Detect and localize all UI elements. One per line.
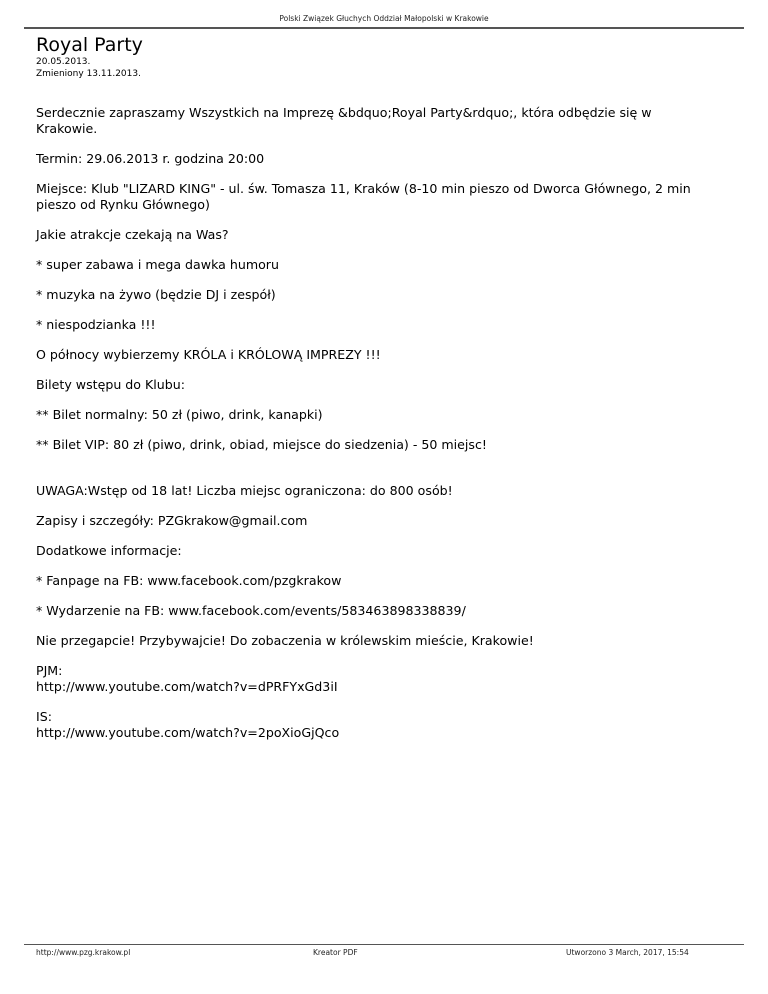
article-title: Royal Party [36, 34, 143, 56]
ticket-normal: ** Bilet normalny: 50 zł (piwo, drink, kanapki) [36, 407, 323, 422]
modified-date: Zmieniony 13.11.2013. [36, 69, 141, 79]
video-link-url: http://www.youtube.com/watch?v=dPRFYxGd3iI [36, 679, 338, 694]
header-divider [24, 27, 744, 29]
article [36, 34, 716, 755]
video-link-label: IS: [36, 709, 52, 724]
fanpage-link: * Fanpage na FB: www.facebook.com/pzgkrakow [36, 573, 342, 588]
paragraph-extra-info-heading: Dodatkowe informacje: [36, 543, 182, 558]
article-body [36, 105, 716, 741]
list-item: * niespodzianka !!! [36, 317, 156, 332]
paragraph-closing: Nie przegapcie! Przybywajcie! Do zobaczenia w królewskim mieście, Krakowie! [36, 633, 534, 648]
video-link-url: http://www.youtube.com/watch?v=2poXioGjQco [36, 725, 340, 740]
footer-generator: Kreator PDF [313, 948, 358, 957]
video-link-label: PJM: [36, 663, 63, 678]
page-header: Polski Związek Głuchych Oddział Małopolski w Krakowie [279, 14, 489, 23]
video-link-pjm [36, 663, 716, 695]
footer-created-date: Utworzono 3 March, 2017, 15:54 [566, 948, 689, 957]
published-date: 20.05.2013. [36, 57, 91, 67]
list-item: * muzyka na żywo (będzie DJ i zespół) [36, 287, 276, 302]
paragraph-attractions-heading: Jakie atrakcje czekają na Was? [36, 227, 229, 242]
paragraph-signup: Zapisy i szczegóły: PZGkrakow@gmail.com [36, 513, 308, 528]
paragraph-king-queen: O północy wybierzemy KRÓLA i KRÓLOWĄ IMPREZY !!! [36, 347, 381, 362]
article-dates [36, 56, 716, 80]
paragraph-invitation: Serdecznie zapraszamy Wszystkich na Imprezę &bdquo;Royal Party&rdquo;, która odbędzie się w Krakowie. [36, 105, 652, 136]
event-link: * Wydarzenie na FB: www.facebook.com/events/583463898338839/ [36, 603, 466, 618]
footer-site-url: http://www.pzg.krakow.pl [36, 948, 131, 957]
paragraph-tickets-heading: Bilety wstępu do Klubu: [36, 377, 185, 392]
list-item: * super zabawa i mega dawka humoru [36, 257, 279, 272]
paragraph-warning: UWAGA:Wstęp od 18 lat! Liczba miejsc ograniczona: do 800 osób! [36, 483, 453, 498]
video-link-is [36, 709, 716, 741]
footer-divider [24, 944, 744, 945]
ticket-vip: ** Bilet VIP: 80 zł (piwo, drink, obiad, miejsce do siedzenia) - 50 miejsc! [36, 437, 487, 452]
paragraph-date: Termin: 29.06.2013 r. godzina 20:00 [36, 151, 265, 166]
paragraph-venue: Miejsce: Klub "LIZARD KING" - ul. św. Tomasza 11, Kraków (8-10 min pieszo od Dworca Głównego, 2 min pieszo od Rynku Głównego) [36, 181, 691, 212]
